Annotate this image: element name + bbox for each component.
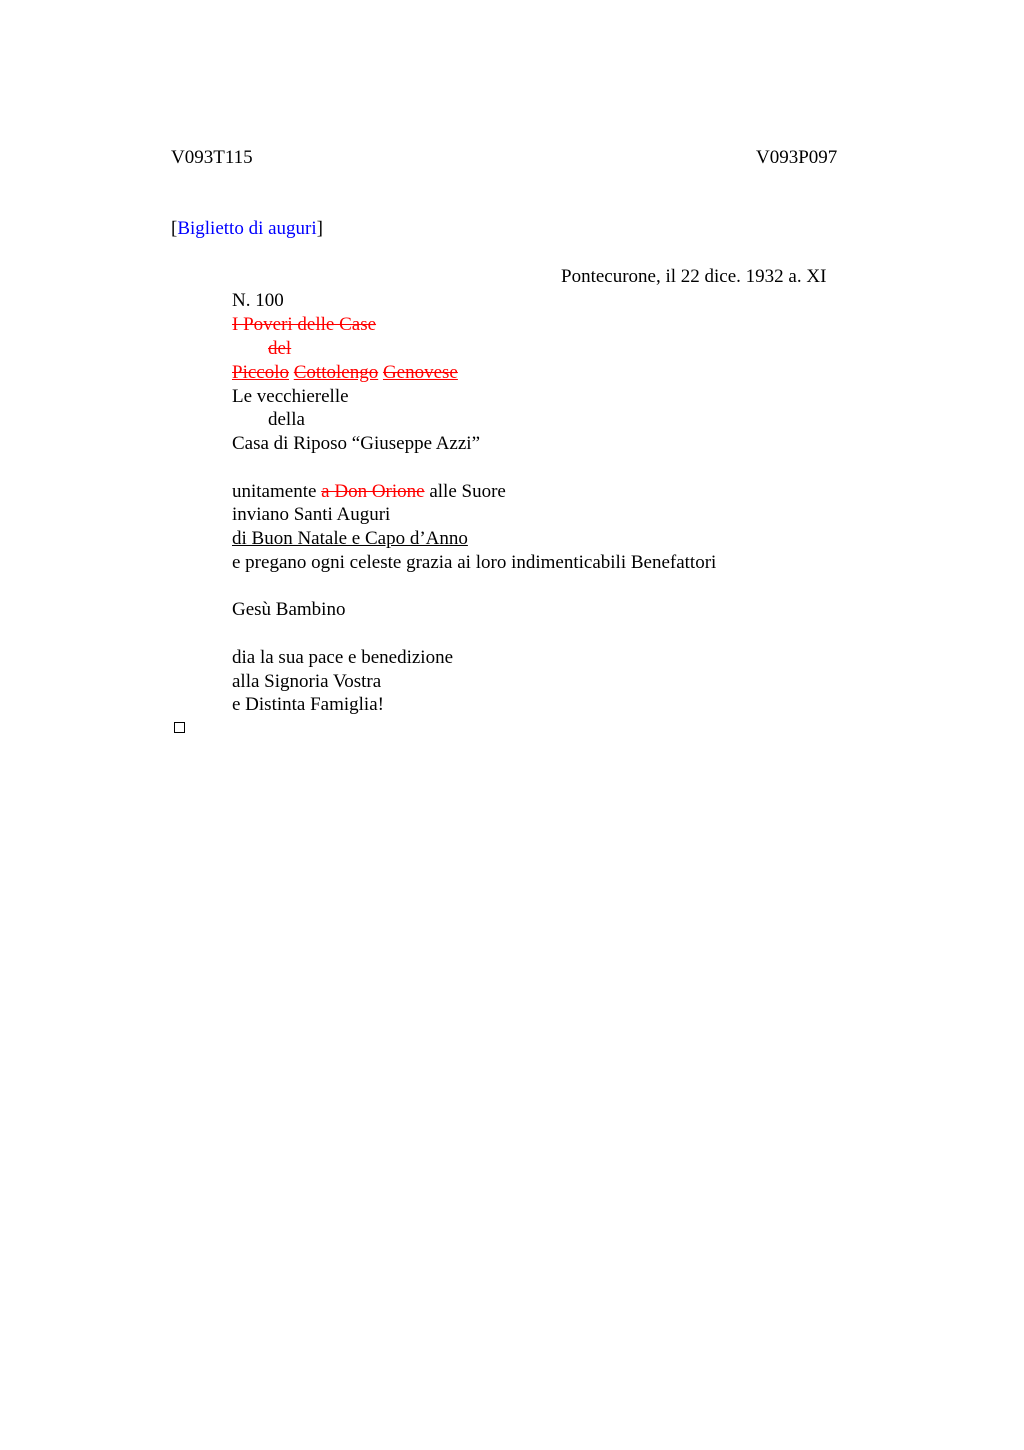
end-mark-square-icon: [174, 722, 185, 733]
dateline: Pontecurone, il 22 dice. 1932 a. XI: [561, 266, 827, 287]
blessing-line-signoria: alla Signoria Vostra: [232, 671, 382, 692]
body-line-natale: di Buon Natale e Capo d’Anno: [232, 528, 468, 549]
title-close-bracket: ]: [316, 218, 323, 239]
title-open-bracket: [: [171, 218, 178, 239]
right-page-code: V093P097: [756, 147, 838, 168]
deleted-word-cottolengo: Cottolengo: [293, 362, 379, 383]
deleted-line-poveri: I Poveri delle Case: [232, 314, 377, 335]
blessing-line-famiglia: e Distinta Famiglia!: [232, 694, 384, 715]
document-number: N. 100: [232, 290, 284, 311]
sender-line-della: della: [268, 409, 305, 430]
left-document-code: V093T115: [171, 147, 253, 168]
body-line-start: unitamente: [232, 481, 322, 502]
body-line-benefattori: e pregano ogni celeste grazia ai loro indimenticabili Benefattori: [232, 552, 717, 573]
body-line-auguri: inviano Santi Auguri: [232, 504, 391, 525]
sender-line-vecchierelle: Le vecchierelle: [232, 386, 349, 407]
editorial-title: [171, 217, 323, 241]
deleted-word-genovese: Genovese: [382, 362, 458, 383]
body-line-end: alle Suore: [424, 481, 506, 502]
blessing-line-pace: dia la sua pace e benedizione: [232, 647, 454, 668]
deleted-word-piccolo: Piccolo: [232, 362, 289, 383]
deleted-phrase-don-orione: a Don Orione: [321, 481, 425, 502]
title-text: Biglietto di auguri: [177, 218, 317, 239]
deleted-line-del: del: [268, 338, 292, 359]
blessing-line-gesu: Gesù Bambino: [232, 599, 346, 620]
deleted-line-cottolengo: [232, 361, 458, 385]
sender-line-casa: Casa di Riposo “Giuseppe Azzi”: [232, 433, 481, 454]
body-line-unitamente: [232, 480, 506, 504]
